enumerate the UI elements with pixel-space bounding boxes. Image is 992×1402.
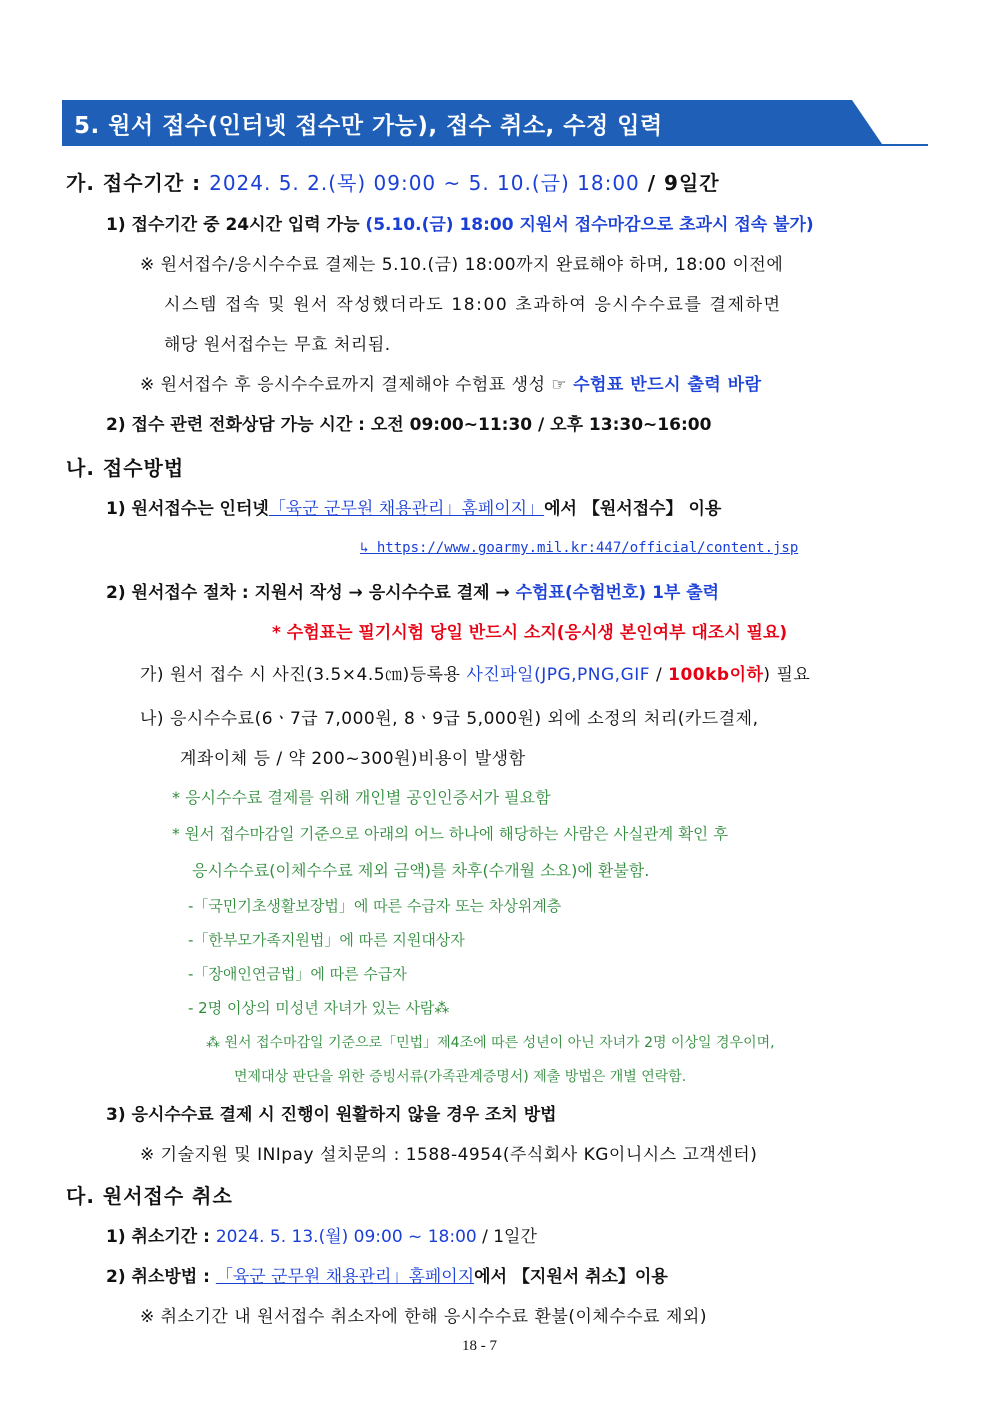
ga-note2 bbox=[140, 370, 762, 395]
na-item2 bbox=[106, 578, 719, 603]
na-ga-sep: / bbox=[650, 665, 669, 685]
section-title: 5. 원서 접수(인터넷 접수만 가능), 접수 취소, 수정 입력 bbox=[74, 113, 663, 139]
na-na-line2: 계좌이체 등 / 약 200~300원)비용이 발생함 bbox=[180, 749, 526, 769]
da-item1-suffix: / 1일간 bbox=[476, 1227, 537, 1247]
ga-note1-line3: 해당 원서접수는 무효 처리됨. bbox=[164, 335, 391, 355]
na-star2-line1: * 원서 접수마감일 기준으로 아래의 어느 하나에 해당하는 사람은 사실관계 확인 후 bbox=[172, 825, 729, 843]
na-star2-line2: 응시수수료(이체수수료 제외 금액)를 차후(수개월 소요)에 환불함. bbox=[192, 861, 650, 880]
na-foot-line1: ⁂ 원서 접수마감일 기준으로「민법」제4조에 따른 성년이 아닌 자녀가 2명 이상일 경우이며, bbox=[206, 1035, 775, 1051]
page-number: 18 - 7 bbox=[462, 1338, 497, 1354]
ga-heading-suffix: / 9일간 bbox=[639, 171, 720, 195]
section-banner bbox=[62, 100, 928, 146]
na-dash4: - 2명 이상의 미성년 자녀가 있는 사람⁂ bbox=[188, 999, 450, 1017]
ga-item2: 2) 접수 관련 전화상담 가능 시간 : 오전 09:00~11:30 / 오후 13:30~16:00 bbox=[106, 415, 712, 435]
na-item2-prefix: 2) 원서접수 절차 : 지원서 작성 → 응시수수료 결제 → bbox=[106, 583, 516, 603]
ga-item1-prefix: 1) 접수기간 중 24시간 입력 가능 bbox=[106, 215, 366, 235]
na-ga-size: 100kb이하 bbox=[668, 665, 764, 685]
na-heading: 나. 접수방법 bbox=[66, 456, 185, 480]
na-ga bbox=[140, 660, 810, 685]
da-item1-date: 2024. 5. 13.(월) 09:00 ~ 18:00 bbox=[215, 1227, 477, 1247]
na-item3: 3) 응시수수료 결제 시 진행이 원활하지 않을 경우 조치 방법 bbox=[106, 1105, 557, 1125]
na-dash3: -「장애인연금법」에 따른 수급자 bbox=[188, 965, 407, 983]
na-ga-suffix: ) 필요 bbox=[763, 665, 811, 685]
ga-heading-prefix: 가. 접수기간 : bbox=[66, 171, 210, 195]
ga-note1-line2: 시스템 접속 및 원서 작성했더라도 18:00 초과하여 응시수수료를 결제하면 bbox=[164, 295, 782, 315]
banner-corner bbox=[852, 100, 882, 144]
ga-item1-note: (5.10.(금) 18:00 지원서 접수마감으로 초과시 접속 불가) bbox=[365, 215, 814, 235]
da-item2-suffix: 에서 【지원서 취소】이용 bbox=[474, 1267, 668, 1287]
homepage-link[interactable]: 「육군 군무원 채용관리」홈페이지」 bbox=[268, 499, 545, 519]
ga-note2-prefix: ※ 원서접수 후 응시수수료까지 결제해야 수험표 생성 ☞ bbox=[140, 375, 574, 395]
na-item1-prefix: 1) 원서접수는 인터넷 bbox=[106, 499, 269, 519]
da-item2 bbox=[106, 1262, 668, 1287]
na-item3-note: ※ 기술지원 및 INIpay 설치문의 : 1588-4954(주식회사 KG이니시스 고객센터) bbox=[140, 1145, 758, 1165]
da-heading: 다. 원서접수 취소 bbox=[66, 1184, 233, 1208]
na-dash2: -「한부모가족지원법」에 따른 지원대상자 bbox=[188, 931, 465, 949]
homepage-url-link[interactable]: ↳ https://www.goarmy.mil.kr:447/official/content.jsp bbox=[360, 540, 799, 556]
na-item1-suffix: 에서 【원서접수】 이용 bbox=[544, 499, 722, 519]
ga-note1-line1: ※ 원서접수/응시수수료 결제는 5.10.(금) 18:00까지 완료해야 하며, 18:00 이전에 bbox=[140, 255, 784, 275]
na-dash1: -「국민기초생활보장법」에 따른 수급자 또는 차상위계층 bbox=[188, 897, 562, 915]
na-item1 bbox=[106, 494, 721, 519]
na-ga-file: 사진파일(JPG,PNG,GIF bbox=[466, 665, 651, 685]
da-item1 bbox=[106, 1222, 537, 1247]
na-item2-note: * 수험표는 필기시험 당일 반드시 소지(응시생 본인여부 대조시 필요) bbox=[272, 623, 788, 643]
banner-underline bbox=[62, 144, 928, 146]
da-note: ※ 취소기간 내 원서접수 취소자에 한해 응시수수료 환불(이체수수료 제외) bbox=[140, 1307, 707, 1327]
na-foot-line2: 면제대상 판단을 위한 증빙서류(가족관계증명서) 제출 방법은 개별 연락함. bbox=[234, 1069, 687, 1085]
da-item2-prefix: 2) 취소방법 : bbox=[106, 1267, 216, 1287]
ga-heading bbox=[66, 167, 720, 196]
da-item1-prefix: 1) 취소기간 : bbox=[106, 1227, 216, 1247]
na-na-line1: 나) 응시수수료(6ㆍ7급 7,000원, 8ㆍ9급 5,000원) 외에 소정의 처리(카드결제, bbox=[140, 709, 759, 729]
ga-note2-emph: 수험표 반드시 출력 바람 bbox=[573, 375, 762, 395]
na-star1: * 응시수수료 결제를 위해 개인별 공인인증서가 필요함 bbox=[172, 788, 551, 807]
ga-heading-date: 2024. 5. 2.(목) 09:00 ~ 5. 10.(금) 18:00 bbox=[209, 171, 640, 195]
na-ga-prefix: 가) 원서 접수 시 사진(3.5×4.5㎝)등록용 bbox=[140, 665, 467, 685]
ga-item1 bbox=[106, 210, 814, 235]
na-item2-emph: 수험표(수험번호) 1부 출력 bbox=[515, 583, 720, 603]
cancel-homepage-link[interactable]: 「육군 군무원 채용관리」홈페이지 bbox=[215, 1267, 475, 1287]
